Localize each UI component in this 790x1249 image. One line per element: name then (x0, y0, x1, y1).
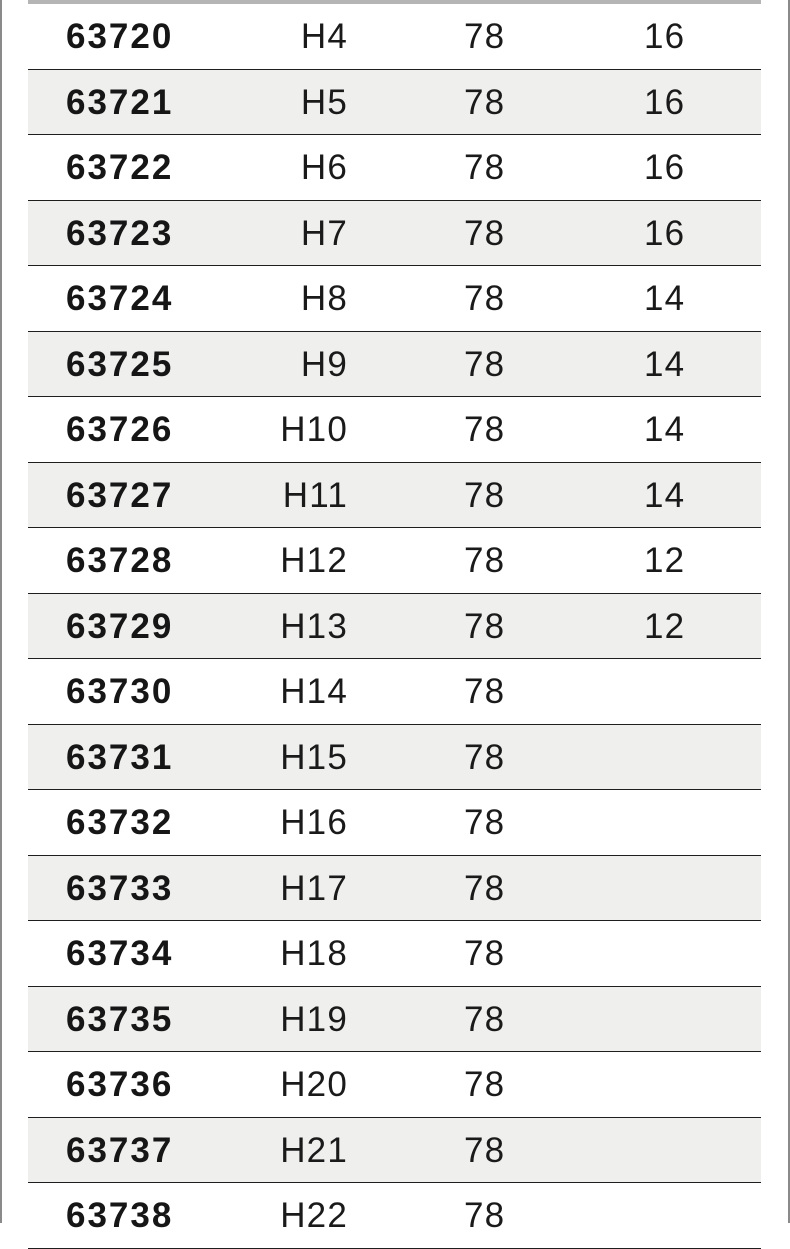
item-code: 63731 (66, 737, 174, 777)
item-length: 78 (464, 1065, 506, 1104)
item-length: 78 (464, 344, 506, 384)
item-size: H20 (280, 1065, 348, 1104)
item-length: 78 (464, 672, 506, 711)
item-quantity: 12 (644, 541, 686, 580)
item-quantity (644, 987, 724, 1052)
item-length: 78 (464, 934, 506, 973)
table-row (28, 987, 761, 1053)
item-length: 78 (464, 803, 506, 842)
item-code: 63726 (66, 410, 174, 449)
item-size: H18 (280, 934, 348, 973)
item-length: 78 (464, 1196, 506, 1235)
item-code: 63733 (66, 868, 174, 908)
item-quantity: 16 (644, 148, 686, 187)
table-row (28, 201, 761, 267)
item-quantity (644, 1118, 724, 1183)
item-quantity (644, 856, 724, 921)
table-row (28, 266, 761, 332)
item-size: H4 (300, 17, 348, 56)
item-length: 78 (464, 999, 506, 1039)
product-table (28, 4, 761, 1249)
item-code: 63724 (66, 279, 174, 318)
item-quantity: 16 (644, 82, 686, 122)
item-quantity: 14 (644, 475, 686, 515)
item-code: 63728 (66, 541, 174, 580)
item-code: 63738 (66, 1196, 174, 1235)
item-code: 63735 (66, 999, 174, 1039)
item-code: 63720 (66, 17, 174, 56)
item-quantity: 14 (644, 279, 686, 318)
item-code: 63732 (66, 803, 174, 842)
table-row (28, 921, 761, 987)
table-row (28, 135, 761, 201)
item-size: H10 (280, 410, 348, 449)
item-length: 78 (464, 475, 506, 515)
table-row (28, 1052, 761, 1118)
item-code: 63723 (66, 213, 174, 253)
table-row (28, 463, 761, 529)
item-length: 78 (464, 410, 506, 449)
table-row (28, 725, 761, 791)
item-quantity (644, 921, 724, 986)
item-code: 63725 (66, 344, 174, 384)
item-size: H11 (282, 475, 348, 515)
table-row (28, 856, 761, 922)
item-size: H8 (300, 279, 348, 318)
item-code: 63727 (66, 475, 174, 515)
item-quantity (644, 1183, 724, 1248)
item-size: H7 (300, 213, 348, 253)
item-size: H16 (280, 803, 348, 842)
item-quantity (644, 790, 724, 855)
table-row (28, 1118, 761, 1184)
item-size: H6 (300, 148, 348, 187)
item-quantity: 14 (644, 410, 686, 449)
item-code: 63721 (66, 82, 174, 122)
item-length: 78 (464, 1130, 506, 1170)
table-row (28, 332, 761, 398)
table-row (28, 70, 761, 136)
table-row (28, 1183, 761, 1249)
item-code: 63730 (66, 672, 174, 711)
item-quantity (644, 1052, 724, 1117)
item-quantity (644, 725, 724, 790)
item-code: 63722 (66, 148, 174, 187)
table-row (28, 790, 761, 856)
item-quantity: 16 (644, 17, 686, 56)
table-row (28, 659, 761, 725)
table-row (28, 528, 761, 594)
item-quantity: 12 (644, 606, 686, 646)
item-size: H5 (300, 82, 348, 122)
item-length: 78 (464, 148, 506, 187)
item-length: 78 (464, 213, 506, 253)
item-size: H19 (280, 999, 348, 1039)
item-length: 78 (464, 868, 506, 908)
item-size: H17 (280, 868, 348, 908)
table-row (28, 4, 761, 70)
item-code: 63729 (66, 606, 174, 646)
item-quantity: 14 (644, 344, 686, 384)
table-row (28, 397, 761, 463)
item-code: 63734 (66, 934, 174, 973)
item-quantity: 16 (644, 213, 686, 253)
item-code: 63737 (66, 1130, 174, 1170)
table-row (28, 594, 761, 660)
item-size: H12 (280, 541, 348, 580)
item-length: 78 (464, 82, 506, 122)
item-code: 63736 (66, 1065, 174, 1104)
item-length: 78 (464, 606, 506, 646)
item-length: 78 (464, 17, 506, 56)
item-length: 78 (464, 541, 506, 580)
item-quantity (644, 659, 724, 724)
item-size: H13 (280, 606, 348, 646)
item-size: H21 (280, 1130, 348, 1170)
item-length: 78 (464, 279, 506, 318)
item-size: H14 (280, 672, 348, 711)
item-size: H9 (300, 344, 348, 384)
item-size: H22 (280, 1196, 348, 1235)
item-length: 78 (464, 737, 506, 777)
item-size: H15 (280, 737, 348, 777)
